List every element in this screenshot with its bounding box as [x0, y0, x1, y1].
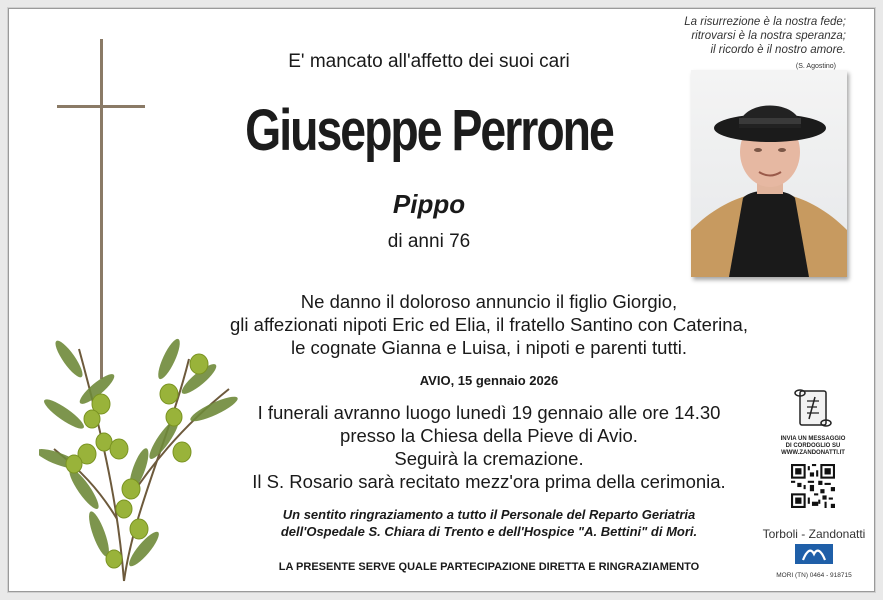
announcement-line: Ne danno il doloroso annuncio il figlio Giorgio,	[300, 291, 678, 312]
funeral-line: Seguirà la cremazione.	[394, 448, 584, 469]
funeral-details	[209, 401, 769, 493]
deceased-name: Giuseppe Perrone	[245, 98, 613, 163]
funeral-line: I funerali avranno luogo lunedì 19 gennaio alle ore 14.30	[257, 402, 721, 423]
thanks-text	[209, 506, 769, 540]
nickname: Pippo	[392, 189, 466, 219]
qr-code[interactable]	[791, 464, 835, 508]
footer-text: LA PRESENTE SERVE QUALE PARTECIPAZIONE DIRETTA E RINGRAZIAMENTO	[278, 561, 700, 573]
agency-name: Torboli - Zandonatti	[762, 527, 866, 541]
place-date: AVIO, 15 gennaio 2026	[419, 373, 559, 388]
condolence-link[interactable]	[771, 387, 855, 457]
funeral-line: presso la Chiesa della Pieve di Avio.	[340, 425, 638, 446]
thanks-line: Un sentito ringraziamento a tutto il Personale del Reparto Geriatria	[282, 507, 696, 522]
condolence-line: DI CORDOGLIO SU	[785, 443, 841, 449]
condolence-line: INVIA UN MESSAGGIO	[780, 436, 846, 442]
announcement-text	[169, 290, 809, 359]
thanks-line: dell'Ospedale S. Chiara di Trento e dell'Hospice "A. Bettini" di Mori.	[280, 524, 698, 539]
agency-phone: MORI (TN) 0464 - 918715	[776, 572, 852, 579]
quote-line: il ricordo è il nostro amore.	[710, 44, 846, 56]
announcement-line: le cognate Gianna e Luisa, i nipoti e parenti tutti.	[291, 337, 687, 358]
scroll-icon	[793, 387, 833, 429]
portrait-photo	[691, 70, 847, 277]
funeral-line: Il S. Rosario sarà recitato mezz'ora prima della cerimonia.	[252, 471, 726, 492]
quote-source: (S. Agostino)	[795, 63, 836, 70]
condolence-url[interactable]: WWW.ZANDONATTI.IT	[781, 450, 845, 456]
age-text: di anni 76	[387, 231, 471, 252]
obituary-card	[8, 8, 875, 592]
announcement-line: gli affezionati nipoti Eric ed Elia, il fratello Santino con Caterina,	[230, 314, 748, 335]
agency-logo-icon	[795, 544, 833, 564]
quote-line: ritrovarsi è la nostra speranza;	[691, 30, 846, 42]
quote-line: La risurrezione è la nostra fede;	[684, 16, 846, 28]
intro-text: E' mancato all'affetto dei suoi cari	[288, 51, 570, 72]
agency-brand	[759, 527, 869, 579]
